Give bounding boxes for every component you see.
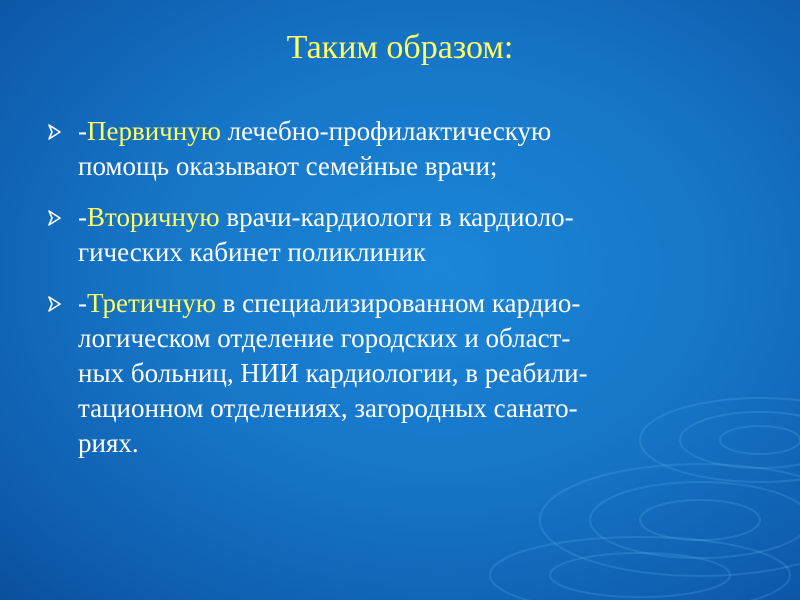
bullet-item-tertiary <box>46 286 766 461</box>
bullet-line: гических кабинет поликлиник <box>78 237 426 267</box>
slide-title: Таким образом: <box>286 29 514 66</box>
bullet-list <box>46 114 766 477</box>
bullet-dash: - <box>78 202 87 232</box>
bullet-line <box>78 200 766 235</box>
bullet-line: логическом отделение городских и област- <box>78 323 571 353</box>
arrow-bullet-icon <box>46 296 62 312</box>
bullet-item-primary <box>46 114 766 184</box>
bullet-line: тационном отделениях, загородных санато- <box>78 393 578 423</box>
highlight-term: Первичную <box>87 116 221 146</box>
arrow-bullet-icon <box>46 210 62 226</box>
bullet-dash: - <box>78 288 87 318</box>
bullet-line <box>78 286 766 321</box>
bullet-text: лечебно-профилактическую <box>220 116 552 146</box>
highlight-term: Вторичную <box>87 202 220 232</box>
bullet-line <box>78 114 766 149</box>
bullet-line: помощь оказывают семейные врачи; <box>78 151 498 181</box>
bullet-dash: - <box>78 116 87 146</box>
bullet-line: ных больниц, НИИ кардиологии, в реабили- <box>78 358 588 388</box>
bullet-text: врачи-кардиологи в кардиоло- <box>219 202 574 232</box>
highlight-term: Третичную <box>87 288 216 318</box>
bullet-line: риях. <box>78 428 139 458</box>
arrow-bullet-icon <box>46 124 62 140</box>
bullet-item-secondary <box>46 200 766 270</box>
bullet-text: в специализированном кардио- <box>215 288 581 318</box>
